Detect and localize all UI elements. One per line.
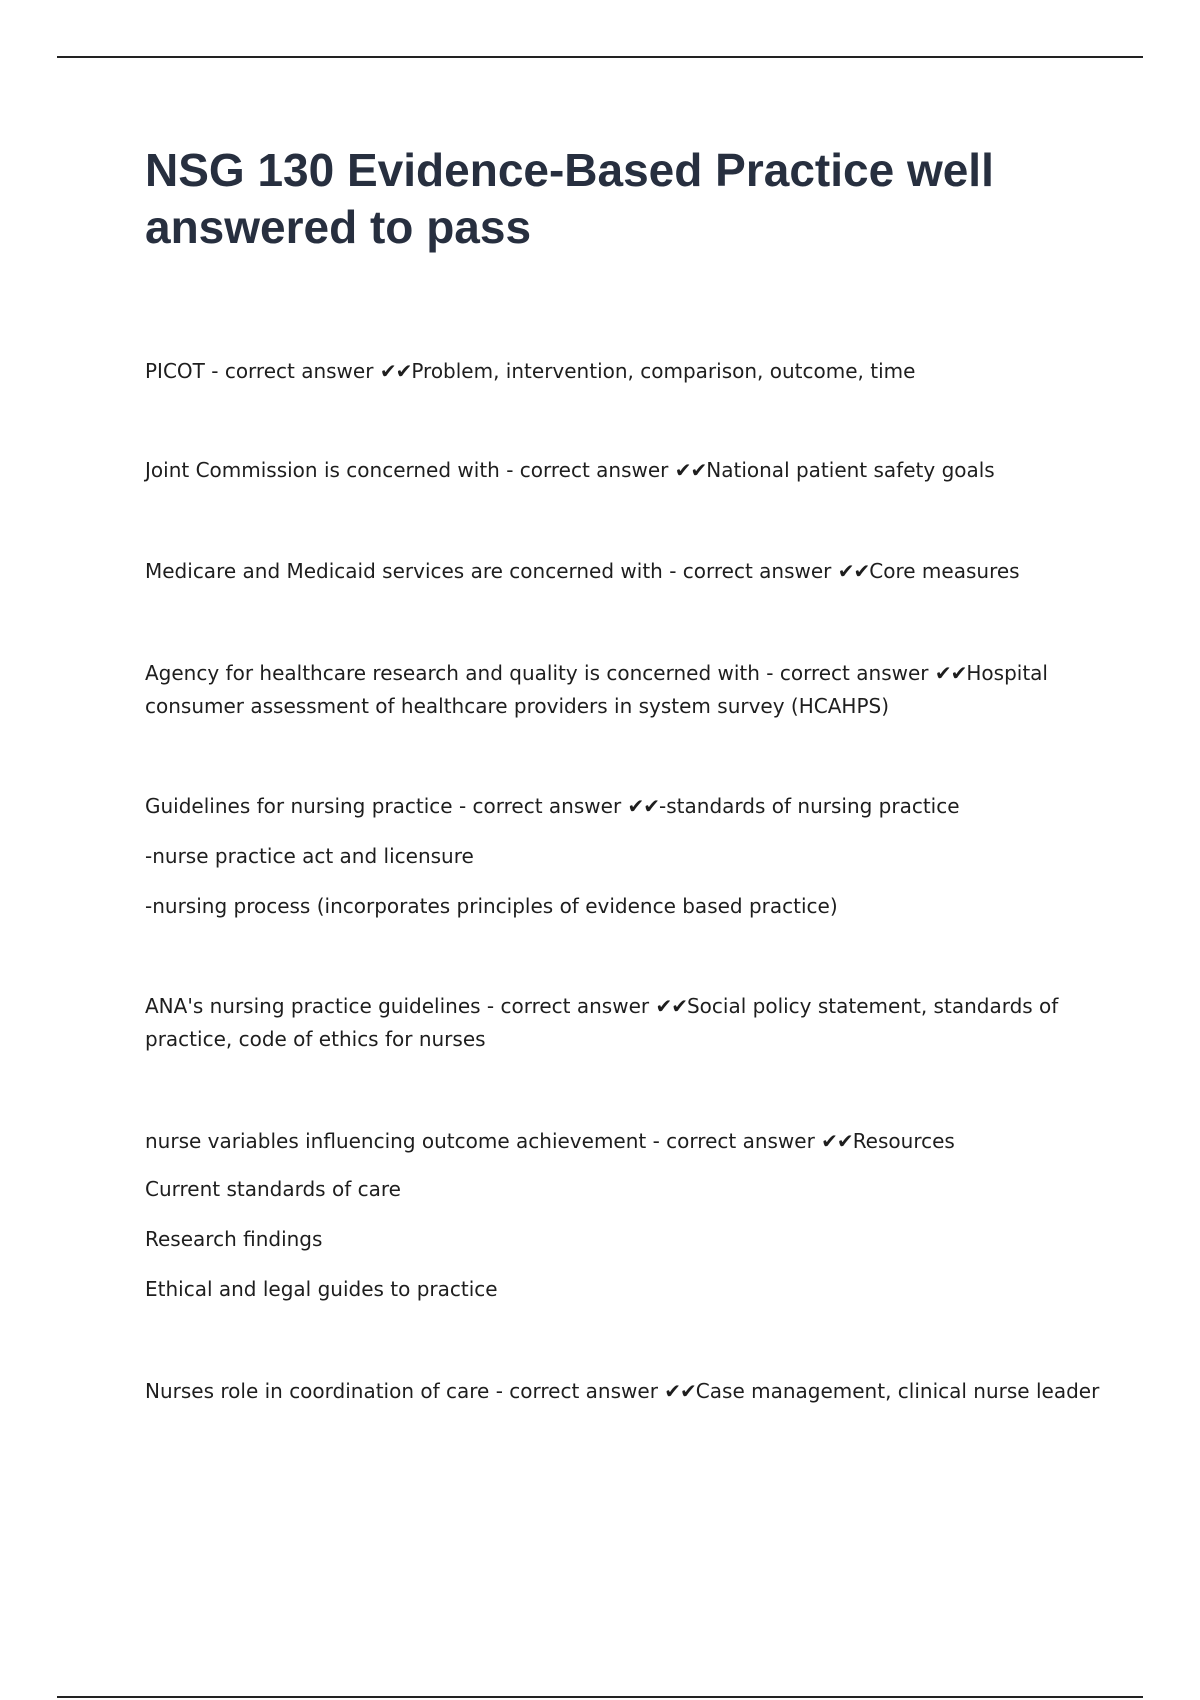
qa-item-ana-guidelines xyxy=(145,990,1105,1056)
double-check-icon: ✔✔ xyxy=(379,359,412,383)
qa-line xyxy=(145,990,1105,1056)
qa-line xyxy=(145,657,1105,723)
qa-item-joint-commission xyxy=(145,454,1105,487)
question-term: Nurses role in coordination of care xyxy=(145,1379,490,1403)
answer-text: -standards of nursing practice xyxy=(659,794,960,818)
question-term: Guidelines for nursing practice xyxy=(145,794,453,818)
qa-line xyxy=(145,790,1105,823)
double-check-icon: ✔✔ xyxy=(627,794,660,818)
qa-item-picot xyxy=(145,355,1105,388)
qa-item-coordination-of-care xyxy=(145,1375,1145,1408)
answer-separator: - correct answer xyxy=(662,559,838,583)
answer-subline: Ethical and legal guides to practice xyxy=(145,1277,498,1301)
top-divider xyxy=(57,56,1143,58)
answer-text: Problem, intervention, comparison, outcome, time xyxy=(411,359,916,383)
qa-line xyxy=(145,355,1105,388)
answer-subline: -nursing process (incorporates principles of evidence based practice) xyxy=(145,894,838,918)
answer-separator: - correct answer xyxy=(204,359,380,383)
question-term: Joint Commission is concerned with xyxy=(145,458,500,482)
answer-text: Case management, clinical nurse leader xyxy=(695,1379,1100,1403)
qa-item-nurse-variables xyxy=(145,1125,1105,1306)
answer-separator: - correct answer xyxy=(480,994,656,1018)
answer-separator: - correct answer xyxy=(499,458,675,482)
double-check-icon: ✔✔ xyxy=(674,458,707,482)
double-check-icon: ✔✔ xyxy=(664,1379,696,1403)
double-check-icon: ✔✔ xyxy=(821,1129,853,1153)
qa-line xyxy=(145,555,1105,588)
qa-line xyxy=(145,454,1105,487)
question-term: Agency for healthcare research and quality is concerned with xyxy=(145,661,760,685)
question-term: PICOT xyxy=(145,359,205,383)
answer-text: Social policy statement, standards of practice, code of ethics for nurses xyxy=(145,994,1059,1051)
answer-text: National patient safety goals xyxy=(706,458,995,482)
qa-item-medicare-medicaid xyxy=(145,555,1105,588)
answer-separator: - correct answer xyxy=(452,794,628,818)
question-term: nurse variables influencing outcome achievement xyxy=(145,1129,647,1153)
answer-subline: Research findings xyxy=(145,1227,323,1251)
answer-separator: - correct answer xyxy=(759,661,935,685)
answer-text: Hospital consumer assessment of healthcare providers in system survey (HCAHPS) xyxy=(145,661,1048,718)
qa-item-ahrq xyxy=(145,657,1105,723)
answer-text: Core measures xyxy=(869,559,1020,583)
answer-separator: - correct answer xyxy=(646,1129,822,1153)
answer-subline: Current standards of care xyxy=(145,1177,401,1201)
page-title: NSG 130 Evidence-Based Practice well answered to pass xyxy=(145,144,994,253)
qa-line xyxy=(145,1125,1105,1158)
double-check-icon: ✔✔ xyxy=(934,661,967,685)
qa-line xyxy=(145,1375,1145,1408)
question-term: ANA's nursing practice guidelines xyxy=(145,994,481,1018)
answer-text: Resources xyxy=(852,1129,955,1153)
double-check-icon: ✔✔ xyxy=(837,559,870,583)
question-term: Medicare and Medicaid services are concerned with xyxy=(145,559,663,583)
bottom-divider xyxy=(57,1696,1143,1698)
answer-separator: - correct answer xyxy=(489,1379,665,1403)
answer-subline: -nurse practice act and licensure xyxy=(145,844,474,868)
qa-item-guidelines-nursing-practice xyxy=(145,790,1105,923)
double-check-icon: ✔✔ xyxy=(655,994,687,1018)
